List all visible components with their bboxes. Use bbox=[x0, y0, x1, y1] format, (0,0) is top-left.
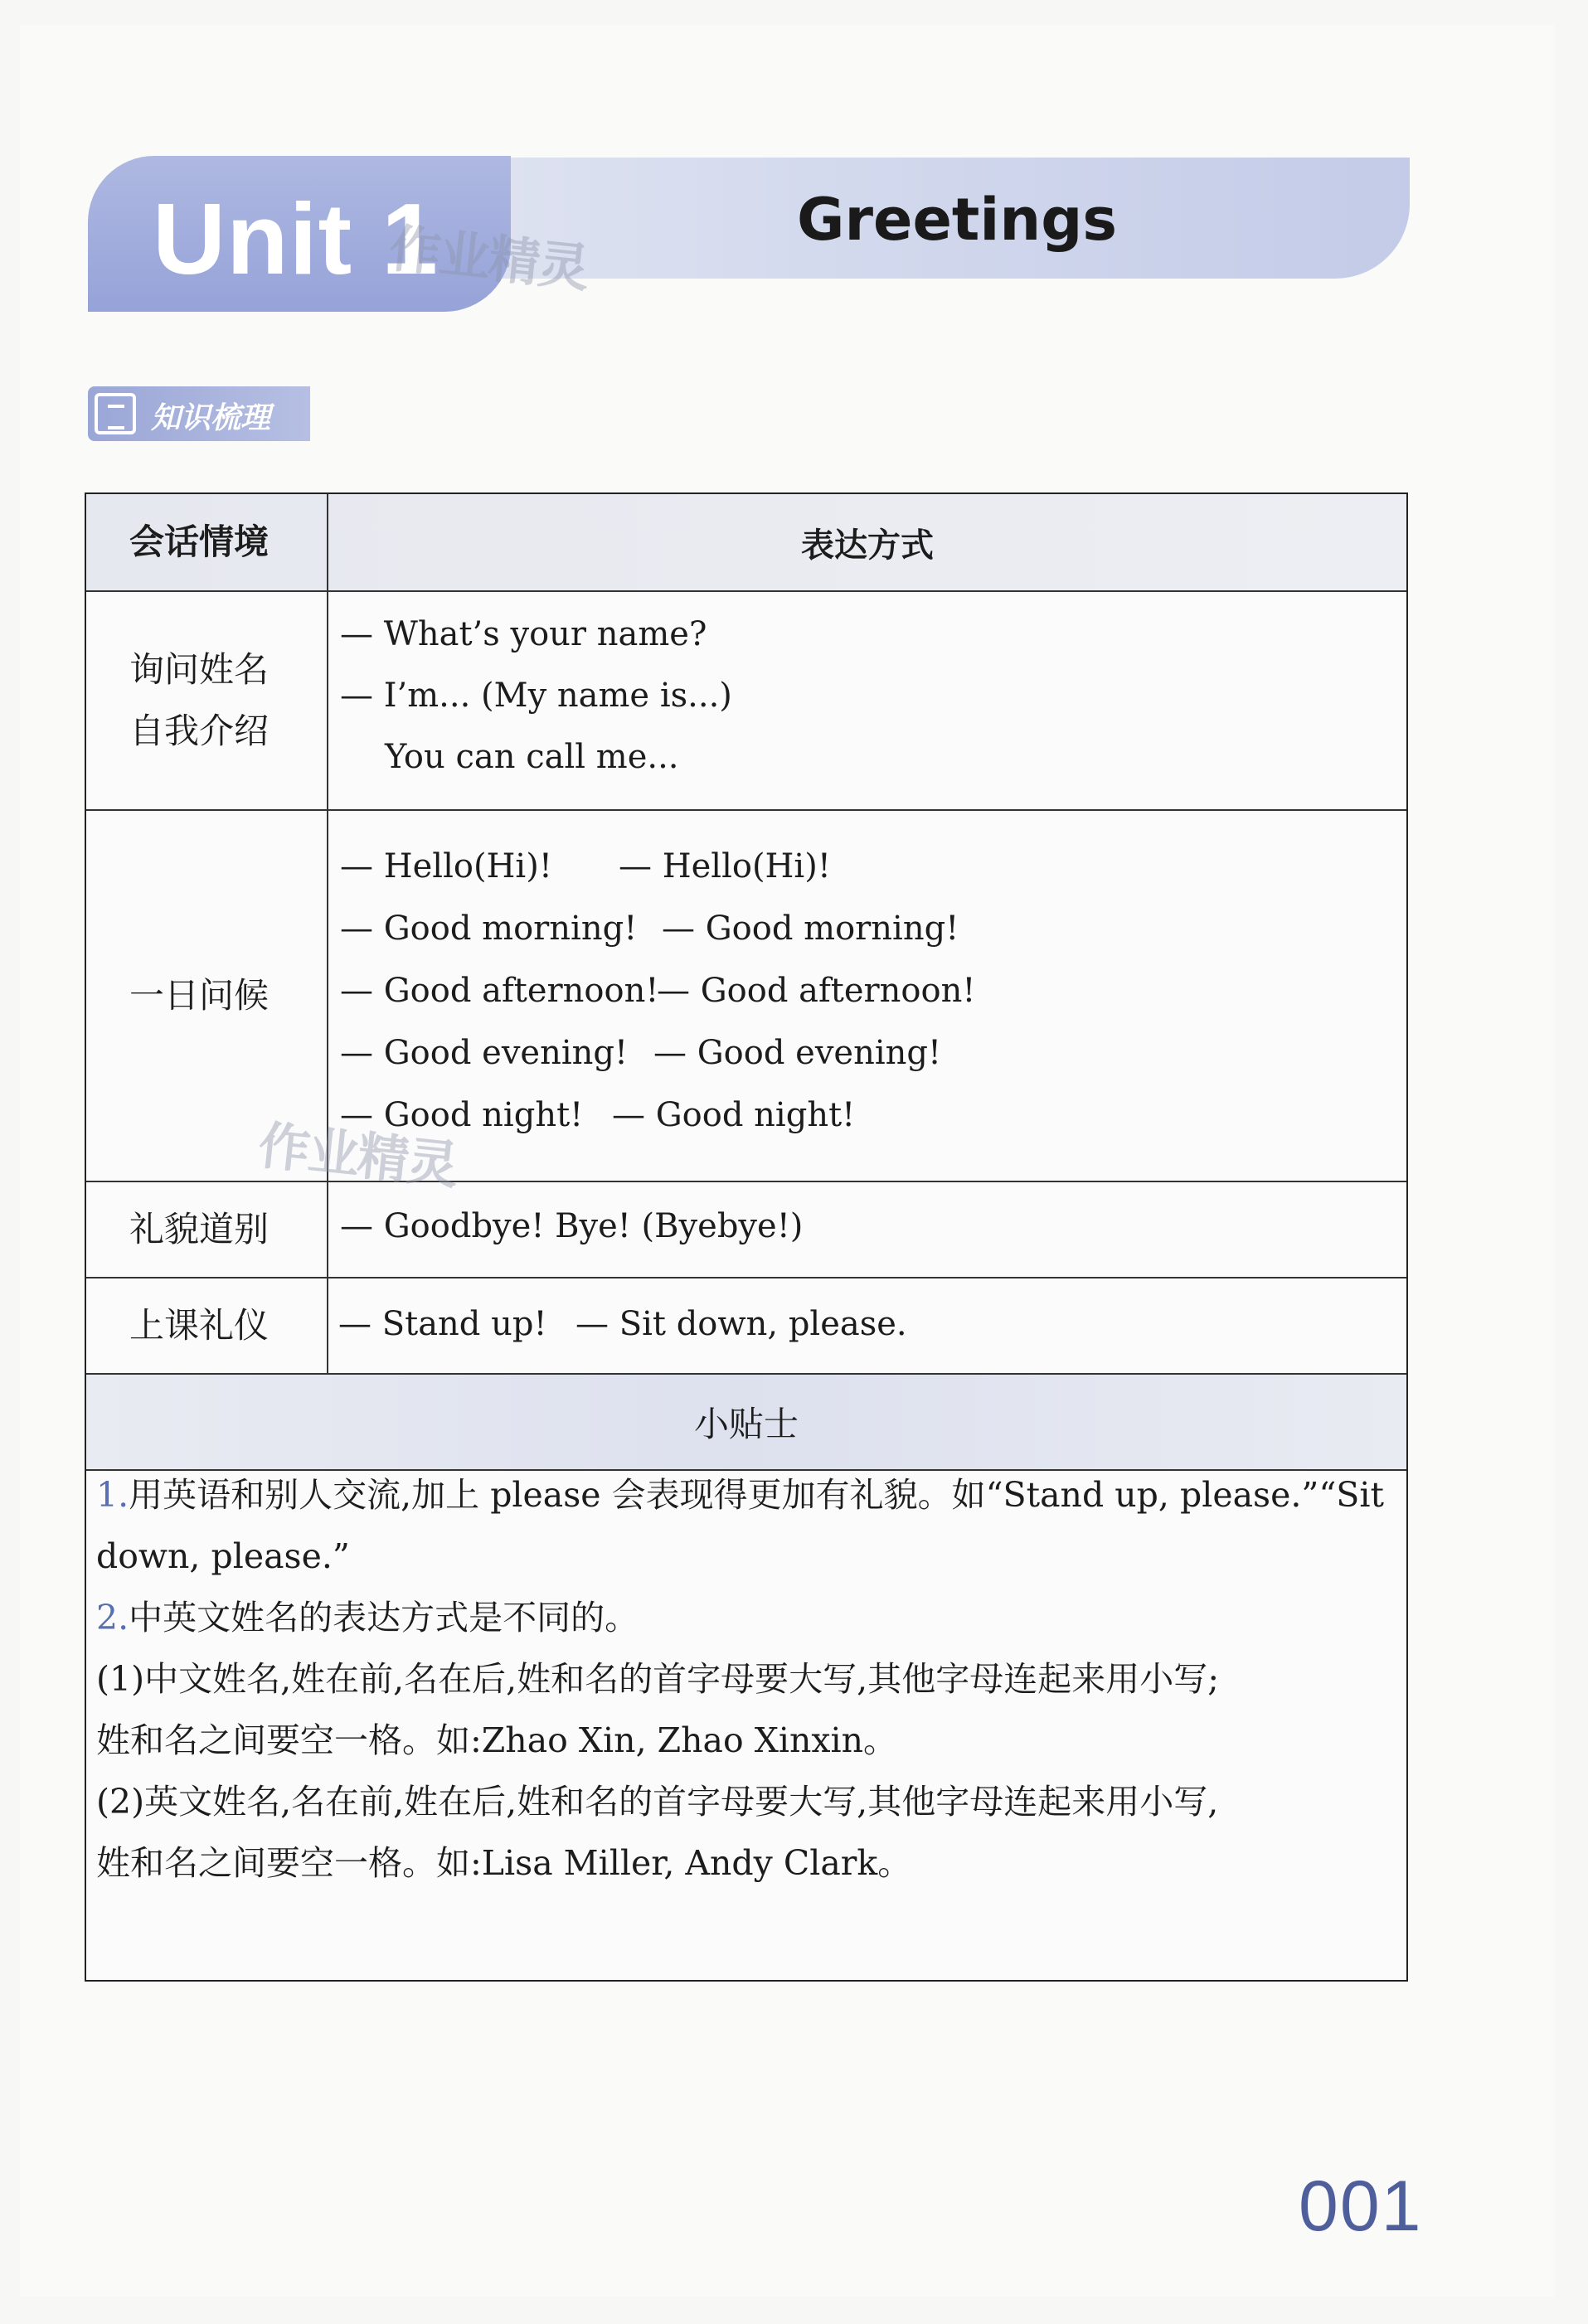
tip-text: (1)中文姓名,姓在前,名在后,姓和名的首字母要大写,其他字母连起来用小写; bbox=[96, 1659, 1220, 1699]
tip-text: 用英语和别人交流,加上 please 会表现得更加有礼貌。如“Stand up, please.”“Sit bbox=[129, 1475, 1384, 1515]
situation-cell bbox=[86, 1182, 328, 1277]
notes-icon bbox=[95, 393, 136, 434]
section-tag bbox=[88, 386, 310, 441]
situation-line: 一日问候 bbox=[129, 975, 270, 1016]
expression-line: — Stand up! bbox=[338, 1305, 547, 1343]
watermark: 作业精灵 bbox=[255, 1114, 460, 1196]
expression-line: — Good evening! bbox=[653, 1034, 942, 1072]
page-number: 001 bbox=[1299, 2166, 1423, 2246]
table-row bbox=[86, 1182, 1406, 1278]
unit-label: Unit 1 bbox=[153, 182, 439, 295]
expression-line: — Good night! bbox=[340, 1096, 584, 1134]
tip-text: 中英文姓名的表达方式是不同的。 bbox=[129, 1598, 639, 1637]
expression-line: — Good evening! bbox=[340, 1034, 629, 1072]
expression-cell bbox=[328, 592, 1406, 809]
tip-text: 姓和名之间要空一格。如:Lisa Miller, Andy Clark。 bbox=[96, 1843, 912, 1883]
situation-line: 询问姓名 bbox=[129, 649, 270, 690]
situation-line: 自我介绍 bbox=[129, 711, 270, 751]
knowledge-table bbox=[85, 492, 1408, 1982]
tip-line bbox=[96, 1710, 1400, 1771]
expression-line: — I’m... (My name is...) bbox=[340, 677, 732, 715]
expression-line: — Sit down, please. bbox=[575, 1305, 907, 1343]
unit-title: Greetings bbox=[797, 186, 1117, 254]
tip-line bbox=[96, 1771, 1400, 1832]
tips-title: 小贴士 bbox=[693, 1404, 799, 1444]
expression-line: — Good afternoon! bbox=[340, 972, 659, 1010]
tip-text: (2)英文姓名,名在前,姓在后,姓和名的首字母要大写,其他字母连起来用小写, bbox=[96, 1782, 1219, 1822]
expression-line: — Goodbye! Bye! (Byebye!) bbox=[340, 1207, 804, 1245]
expression-cell bbox=[328, 811, 1406, 1181]
header-situation: 会话情境 bbox=[86, 494, 328, 590]
expression-line: You can call me... bbox=[385, 738, 679, 776]
expression-cell bbox=[328, 1278, 1406, 1373]
tip-number: 2. bbox=[96, 1598, 129, 1637]
situation-cell bbox=[86, 1278, 328, 1373]
tips-header-row bbox=[86, 1375, 1406, 1471]
table-row bbox=[86, 1278, 1406, 1375]
expression-line: — Good morning! bbox=[662, 910, 959, 948]
tip-text: down, please.” bbox=[96, 1536, 350, 1576]
tip-line bbox=[96, 1832, 1400, 1894]
expression-line: — Good morning! bbox=[340, 910, 638, 948]
expression-line: — Hello(Hi)! bbox=[619, 847, 831, 885]
situation-line: 礼貌道别 bbox=[129, 1209, 270, 1249]
tip-line bbox=[96, 1464, 1400, 1526]
expression-line: — Good night! bbox=[612, 1096, 856, 1134]
expression-line: — What’s your name? bbox=[340, 615, 707, 653]
section-label: 知识梳理 bbox=[151, 401, 271, 435]
header-expression: 表达方式 bbox=[801, 526, 934, 565]
watermark: 作业精灵 bbox=[386, 217, 591, 299]
tips-body bbox=[96, 1464, 1400, 1894]
expression-cell bbox=[328, 1182, 1406, 1277]
unit-banner bbox=[88, 156, 1410, 313]
tip-line bbox=[96, 1648, 1400, 1710]
situation-line: 上课礼仪 bbox=[129, 1305, 270, 1346]
tip-text: 姓和名之间要空一格。如:Zhao Xin, Zhao Xinxin。 bbox=[96, 1720, 898, 1760]
table-row bbox=[86, 592, 1406, 811]
tip-line bbox=[96, 1526, 1400, 1587]
situation-cell bbox=[86, 592, 328, 809]
expression-line: — Hello(Hi)! bbox=[340, 847, 552, 885]
tip-line bbox=[96, 1587, 1400, 1648]
tip-number: 1. bbox=[96, 1475, 129, 1515]
expression-line: — Good afternoon! bbox=[657, 972, 976, 1010]
table-header-row bbox=[86, 494, 1406, 592]
